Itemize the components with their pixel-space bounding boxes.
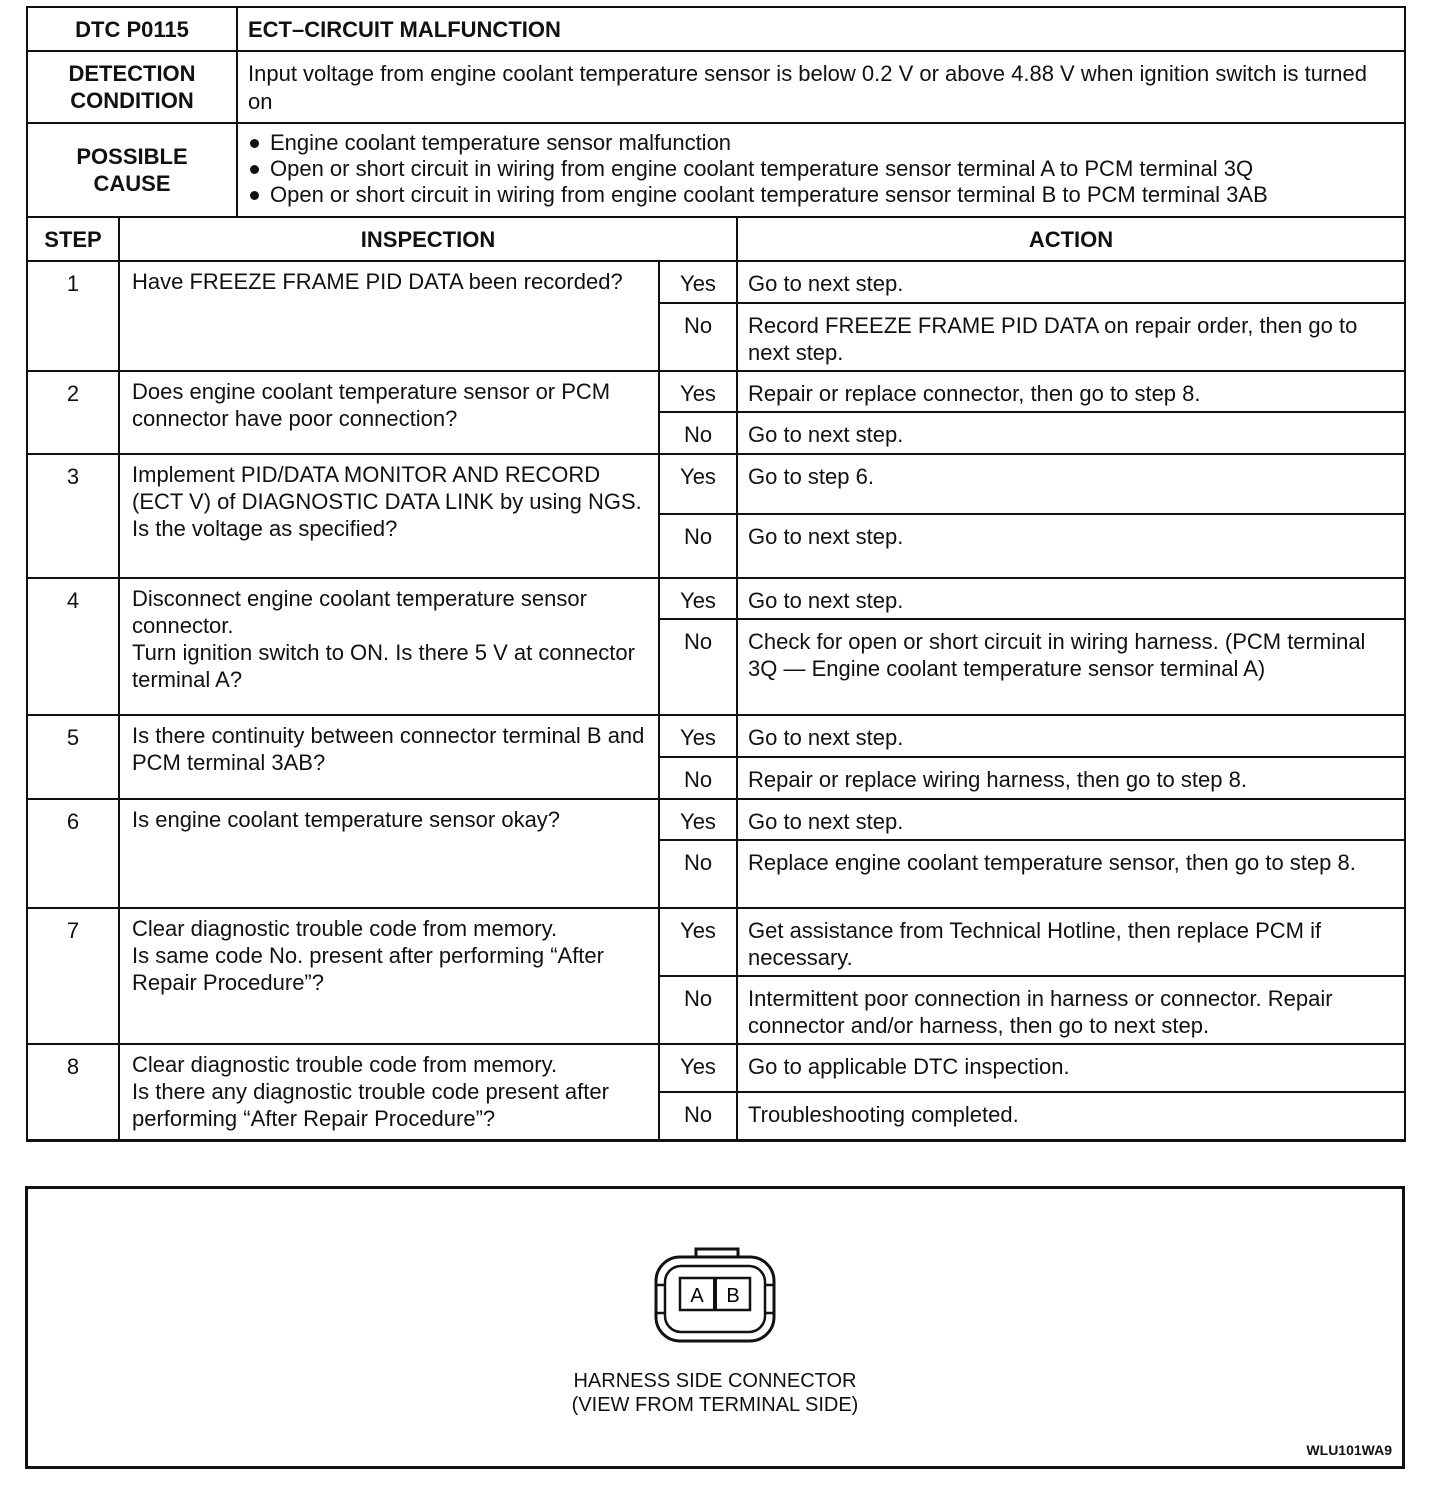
- step-number: 3: [27, 454, 119, 578]
- step-row-yes: [27, 908, 1405, 976]
- yes-action: Go to next step.: [737, 715, 1405, 757]
- detection-label-cell: [27, 51, 237, 123]
- yes-action: Get assistance from Technical Hotline, then replace PCM if necessary.: [737, 908, 1405, 976]
- no-label: No: [659, 1092, 737, 1140]
- no-action: Repair or replace wiring harness, then go to step 8.: [737, 757, 1405, 799]
- cause-text: Open or short circuit in wiring from engine coolant temperature sensor terminal A to PCM terminal 3Q: [270, 156, 1254, 181]
- no-label: No: [659, 412, 737, 454]
- no-action: Replace engine coolant temperature sensor, then go to step 8.: [737, 840, 1405, 908]
- step-number: 4: [27, 578, 119, 715]
- no-action: Record FREEZE FRAME PID DATA on repair order, then go to next step.: [737, 303, 1405, 371]
- bullet-icon: [250, 139, 259, 148]
- no-label: No: [659, 514, 737, 578]
- cause-item: [238, 130, 1398, 156]
- step-inspection: Implement PID/DATA MONITOR AND RECORD (ECT V) of DIAGNOSTIC DATA LINK by using NGS. Is the voltage as specified?: [119, 454, 659, 578]
- no-action: Troubleshooting completed.: [737, 1092, 1405, 1140]
- figure-caption-line1: HARNESS SIDE CONNECTOR: [573, 1370, 857, 1392]
- yes-action: Repair or replace connector, then go to step 8.: [737, 371, 1405, 412]
- yes-label: Yes: [659, 715, 737, 757]
- step-row-yes: [27, 578, 1405, 619]
- cause-text: Open or short circuit in wiring from engine coolant temperature sensor terminal B to PCM terminal 3AB: [270, 182, 1268, 207]
- step-row-yes: [27, 261, 1405, 303]
- dtc-title: ECT–CIRCUIT MALFUNCTION: [248, 16, 561, 42]
- no-action: Check for open or short circuit in wiring harness. (PCM terminal 3Q — Engine coolant temperature sensor terminal A): [737, 619, 1405, 715]
- yes-action: Go to step 6.: [737, 454, 1405, 514]
- bullet-icon: [250, 165, 259, 174]
- step-row-yes: [27, 715, 1405, 757]
- step-inspection: Disconnect engine coolant temperature sensor connector. Turn ignition switch to ON. Is there 5 V at connector terminal A?: [119, 578, 659, 715]
- dtc-code: DTC P0115: [75, 16, 189, 42]
- bullet-icon: [250, 191, 259, 200]
- no-label: No: [659, 840, 737, 908]
- step-inspection: Clear diagnostic trouble code from memory. Is there any diagnostic trouble code present after performing “After Repair Procedure”?: [119, 1044, 659, 1140]
- detection-label: DETECTION CONDITION: [68, 61, 196, 113]
- cause-label: POSSIBLE CAUSE: [76, 144, 188, 196]
- causes-cell: [237, 123, 1405, 217]
- yes-label: Yes: [659, 799, 737, 840]
- step-inspection: Clear diagnostic trouble code from memory. Is same code No. present after performing “After Repair Procedure”?: [119, 908, 659, 1044]
- step-inspection: Have FREEZE FRAME PID DATA been recorded?: [119, 261, 659, 371]
- detection-text-cell: [237, 51, 1405, 123]
- step-row-yes: [27, 371, 1405, 412]
- step-number: 2: [27, 371, 119, 454]
- inspection-column-header: INSPECTION: [119, 217, 737, 261]
- yes-label: Yes: [659, 261, 737, 303]
- no-label: No: [659, 976, 737, 1044]
- dtc-title-cell: [237, 7, 1405, 51]
- yes-action: Go to next step.: [737, 261, 1405, 303]
- cause-text: Engine coolant temperature sensor malfunction: [270, 130, 732, 155]
- yes-action: Go to applicable DTC inspection.: [737, 1044, 1405, 1092]
- cause-item: [238, 182, 1398, 208]
- yes-label: Yes: [659, 371, 737, 412]
- yes-label: Yes: [659, 1044, 737, 1092]
- dtc-code-cell: [27, 7, 237, 51]
- dtc-header-table: [26, 6, 1406, 218]
- step-number: 7: [27, 908, 119, 1044]
- yes-label: Yes: [659, 908, 737, 976]
- step-inspection: Does engine coolant temperature sensor or PCM connector have poor connection?: [119, 371, 659, 454]
- no-label: No: [659, 303, 737, 371]
- cause-list: [238, 130, 1398, 208]
- yes-label: Yes: [659, 578, 737, 619]
- step-number: 1: [27, 261, 119, 371]
- inspection-steps-table: [26, 216, 1406, 1142]
- action-column-header: ACTION: [737, 217, 1405, 261]
- terminal-b-label: B: [726, 1285, 740, 1307]
- step-inspection: Is engine coolant temperature sensor okay?: [119, 799, 659, 908]
- no-label: No: [659, 619, 737, 715]
- step-number: 5: [27, 715, 119, 799]
- step-number: 8: [27, 1044, 119, 1140]
- detection-text: Input voltage from engine coolant temperature sensor is below 0.2 V or above 4.88 V when ignition switch is turned on: [248, 61, 1367, 114]
- no-label: No: [659, 757, 737, 799]
- cause-item: [238, 156, 1398, 182]
- no-action: Go to next step.: [737, 514, 1405, 578]
- step-row-yes: [27, 799, 1405, 840]
- step-inspection: Is there continuity between connector terminal B and PCM terminal 3AB?: [119, 715, 659, 799]
- no-action: Go to next step.: [737, 412, 1405, 454]
- figure-code: WLU101WA9: [1306, 1442, 1392, 1458]
- step-number: 6: [27, 799, 119, 908]
- no-action: Intermittent poor connection in harness or connector. Repair connector and/or harness, then go to next step.: [737, 976, 1405, 1044]
- yes-label: Yes: [659, 454, 737, 514]
- connector-figure: [25, 1186, 1405, 1469]
- step-column-header: STEP: [27, 217, 119, 261]
- step-row-yes: [27, 1044, 1405, 1092]
- terminal-a-label: A: [690, 1285, 704, 1307]
- cause-label-cell: [27, 123, 237, 217]
- yes-action: Go to next step.: [737, 799, 1405, 840]
- step-row-yes: [27, 454, 1405, 514]
- figure-caption-line2: (VIEW FROM TERMINAL SIDE): [571, 1394, 859, 1416]
- harness-connector-icon: [652, 1243, 778, 1347]
- yes-action: Go to next step.: [737, 578, 1405, 619]
